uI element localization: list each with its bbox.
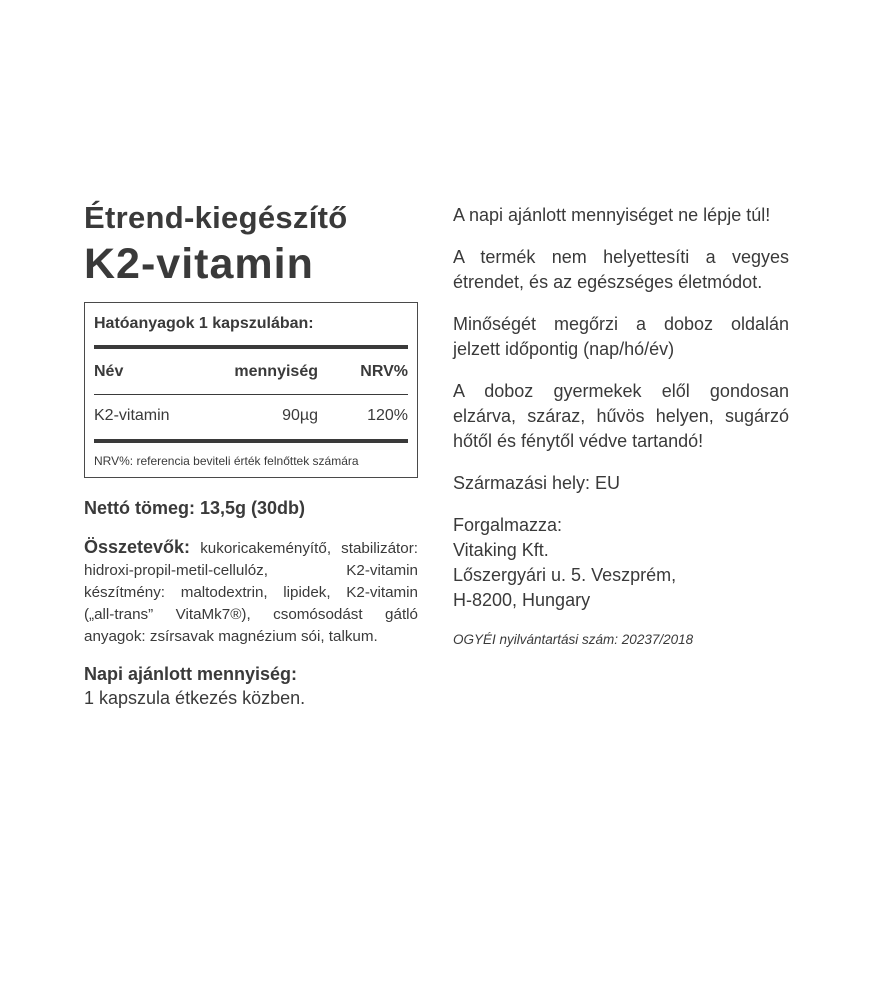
distributor-label: Forgalmazza: [453, 515, 563, 535]
distributor-address-line1: Lőszergyári u. 5. Veszprém, [453, 565, 677, 585]
ingredients-text: kukoricakeményítő, stabilizátor: hidroxi-propil-metil-cellulóz, K2-vitamin készítmény: maltodextrin, lipidek, K2-vitamin („all-trans” VitaMk7®), csomósodást gátló anyagok: zsírsavak magnézium sói, talkum. [84, 540, 418, 645]
ingredients-label: Összetevők: [84, 537, 191, 557]
best-before-notice: Minőségét megőrzi a doboz oldalán jelzett időpontig (nap/hó/év) [453, 314, 789, 359]
registration-number: OGYÉI nyilvántartási szám: 20237/2018 [453, 632, 694, 647]
nrv-footnote: NRV%: referencia beviteli érték felnőttek számára [94, 454, 359, 468]
dose-warning: A napi ajánlott mennyiséget ne lépje túl! [453, 205, 771, 225]
table-row [94, 395, 408, 443]
nutrition-column-headers [94, 349, 408, 395]
distributor-address-line2: H-8200, Hungary [453, 590, 591, 610]
row-name: K2-vitamin [94, 407, 170, 424]
nutrition-table-header: Hatóanyagok 1 kapszulában: [94, 313, 408, 349]
product-name: K2-vitamin [84, 240, 314, 288]
diet-notice: A termék nem helyettesíti a vegyes étrendet, és az egészséges életmódot. [453, 247, 789, 292]
distributor-company: Vitaking Kft. [453, 540, 549, 560]
row-nrv: 120% [367, 407, 408, 424]
left-column [84, 198, 424, 710]
supplement-title: Étrend-kiegészítő [84, 200, 348, 235]
storage-instructions: A doboz gyermekek elől gondosan elzárva, száraz, hűvös helyen, sugárzó hőtől és fénytől védve tartandó! [453, 381, 789, 451]
net-weight: Nettó tömeg: 13,5g (30db) [84, 498, 306, 518]
column-name: Név [94, 363, 124, 380]
row-amount: 90µg [282, 407, 318, 424]
origin: Származási hely: EU [453, 473, 621, 493]
distributor [453, 513, 789, 613]
column-nrv: NRV% [360, 363, 408, 380]
ingredients [84, 536, 418, 648]
nutrition-table [84, 302, 418, 478]
daily-dose-text: 1 kapszula étkezés közben. [84, 688, 306, 708]
daily-dose-label: Napi ajánlott mennyiség: [84, 664, 298, 684]
right-column [453, 203, 789, 649]
column-amount: mennyiség [234, 363, 318, 380]
